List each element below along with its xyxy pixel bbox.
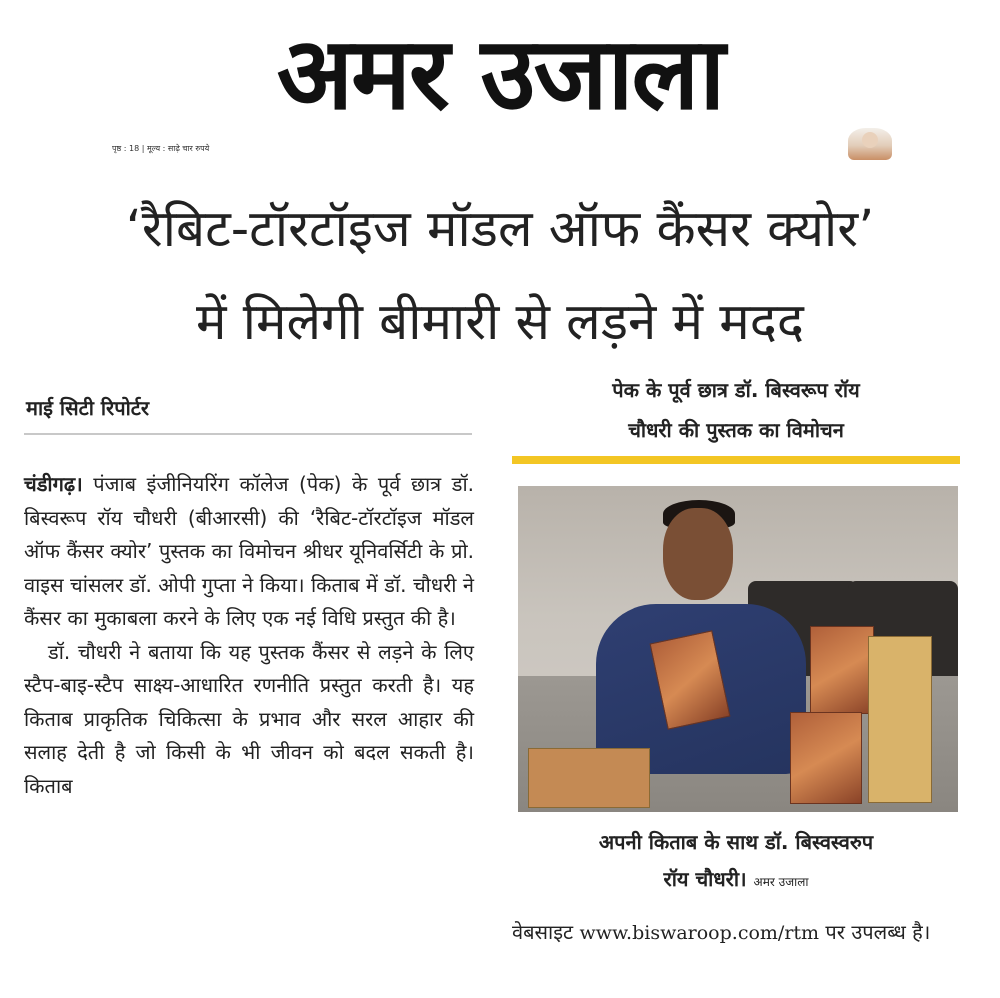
caption-line-1: अपनी किताब के साथ डॉ. बिस्वस्वरुप: [598, 830, 874, 854]
article-body: [24, 468, 474, 803]
website-prefix: वेबसाइट: [512, 920, 574, 944]
subheadline: [512, 370, 960, 450]
article-paragraph-1: [24, 468, 474, 636]
article-paragraph-2: डॉ. चौधरी ने बताया कि यह पुस्तक कैंसर से लड़ने के लिए स्टैप-बाइ-स्टैप साक्ष्य-आधारित रणनीति प्रस्तुत करती है। यह किताब प्राकृतिक चिकित्सा के प्रभाव और सरल आहार की सलाह देती है जो किसी के भी जीवन को बदल सकती है। किताब: [24, 639, 474, 798]
portrait-thumbnail: [848, 128, 892, 160]
headline-line-1: ‘रैबिट-टॉरटॉइज मॉडल ऑफ कैंसर क्योर’: [125, 200, 875, 259]
byline-divider: [24, 433, 472, 435]
headline: [0, 183, 1000, 369]
person-head: [663, 508, 733, 600]
photo-caption: [512, 824, 960, 901]
caption-name: रॉय चौधरी।: [663, 867, 747, 891]
newspaper-masthead: अमर उजाला: [276, 15, 724, 132]
subheadline-line-1: पेक के पूर्व छात्र डॉ. बिस्वरूप रॉय: [612, 378, 860, 402]
website-url[interactable]: www.biswaroop.com/rtm: [579, 922, 820, 944]
article-photo: [518, 486, 958, 812]
photo-credit: अमर उजाला: [753, 875, 809, 889]
page-price-info: पृष्ठ : 18 | मूल्य : साढ़े चार रुपये: [112, 144, 210, 153]
paragraph-1-text: पंजाब इंजीनियरिंग कॉलेज (पेक) के पूर्व छात्र डॉ. बिस्वरूप रॉय चौधरी (बीआरसी) की ‘रैबिट-टॉरटॉइज मॉडल ऑफ कैंसर क्योर’ पुस्तक का विमोचन श्रीधर यूनिवर्सिटी के प्रो. वाइस चांसलर डॉ. ओपी गुप्ता ने किया। किताब में डॉ. चौधरी ने कैंसर का मुकाबला करने के लिए एक नई विधि प्रस्तुत की है।: [24, 472, 474, 630]
website-suffix: पर उपलब्ध है।: [825, 920, 931, 944]
book-stand-bottom: [790, 712, 862, 804]
byline: माई सिटी रिपोर्टर: [26, 396, 150, 420]
dateline: चंडीगढ़।: [24, 472, 83, 496]
caption-line-2: [512, 861, 960, 901]
book-stack-right: [868, 636, 932, 803]
subheadline-divider: [512, 456, 960, 464]
book-stack-left: [528, 748, 650, 808]
book-stand-top: [810, 626, 874, 714]
headline-line-2: में मिलेगी बीमारी से लड़ने में मदद: [196, 293, 804, 352]
subheadline-line-2: चौधरी की पुस्तक का विमोचन: [628, 418, 844, 442]
website-note: [512, 914, 960, 951]
